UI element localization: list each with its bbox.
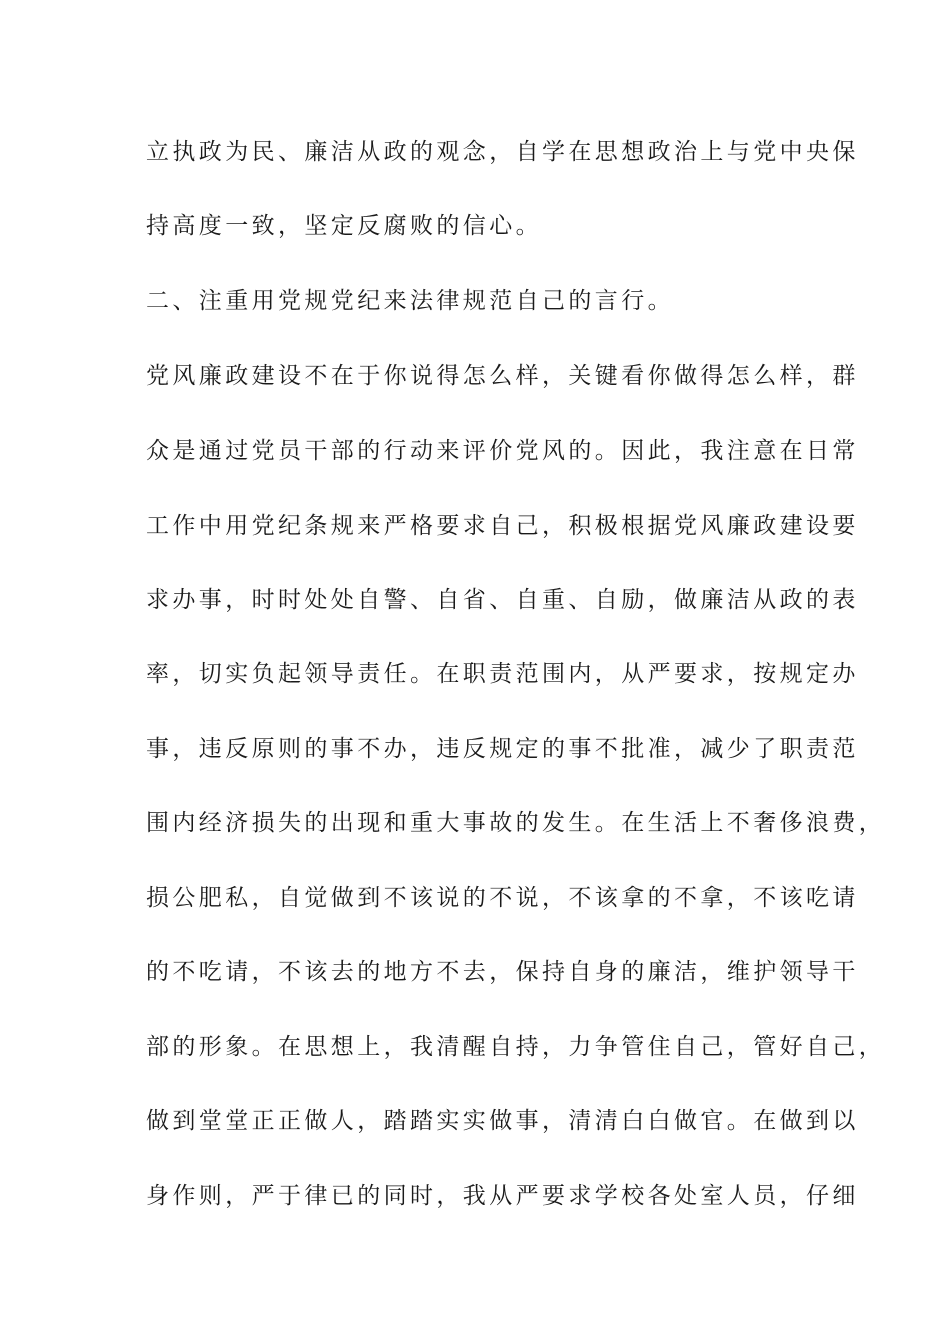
text-line: 持高度一致，坚定反腐败的信心。: [146, 213, 542, 239]
section-heading: 二、注重用党规党纪来法律规范自己的言行。: [146, 288, 674, 314]
text-line: 部的形象。在思想上，我清醒自持，力争管住自己，管好自己，: [146, 1034, 886, 1060]
text-line: 立执政为民、廉洁从政的观念，自学在思想政治上与党中央保: [146, 139, 859, 165]
text-line: 的不吃请，不该去的地方不去，保持自身的廉洁，维护领导干: [146, 959, 859, 985]
text-line: 党风廉政建设不在于你说得怎么样，关键看你做得怎么样，群: [146, 363, 859, 389]
text-line: 身作则，严于律已的同时，我从严要求学校各处室人员，仔细: [146, 1183, 859, 1209]
text-line: 工作中用党纪条规来严格要求自己，积极根据党风廉政建设要: [146, 513, 859, 539]
text-line: 事，违反原则的事不办，违反规定的事不批准，减少了职责范: [146, 736, 859, 762]
text-line: 众是通过党员干部的行动来评价党风的。因此，我注意在日常: [146, 438, 859, 464]
text-line: 率，切实负起领导责任。在职责范围内，从严要求，按规定办: [146, 661, 859, 687]
text-line: 做到堂堂正正做人，踏踏实实做事，清清白白做官。在做到以: [146, 1108, 859, 1134]
text-line: 围内经济损失的出现和重大事故的发生。在生活上不奢侈浪费，: [146, 810, 886, 836]
text-line: 求办事，时时处处自警、自省、自重、自励，做廉洁从政的表: [146, 587, 859, 613]
text-line: 损公肥私，自觉做到不该说的不说，不该拿的不拿，不该吃请: [146, 885, 859, 911]
